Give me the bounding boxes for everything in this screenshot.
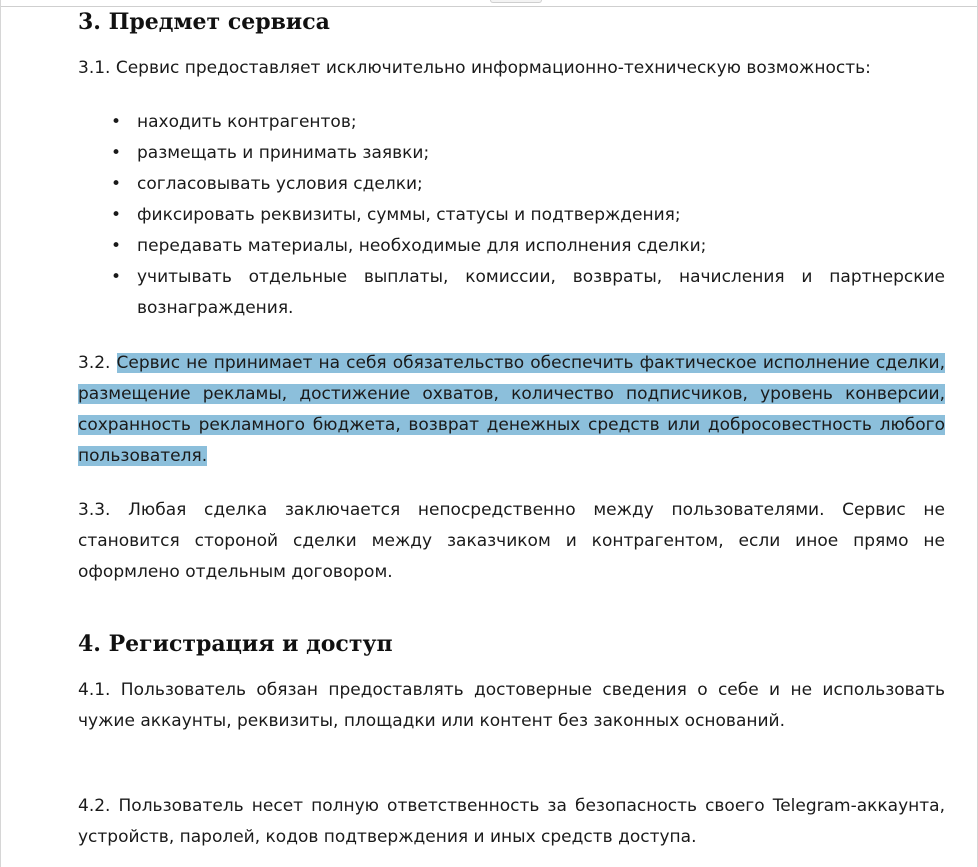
- paragraph-3-3: 3.3. Любая сделка заключается непосредственно между пользователями. Сервис не становится стороной сделки между заказчиком и контрагентом, если иное прямо не оформлено отдельным договором.: [78, 500, 945, 582]
- bullet-icon: •: [111, 143, 122, 163]
- paragraph-4-1: 4.1. Пользователь обязан предоставлять достоверные сведения о себе и не использовать чужие аккаунты, реквизиты, площадки или контент без законных оснований.: [78, 680, 945, 731]
- selected-text-highlight[interactable]: Сервис не принимает на себя обязательство обеспечить фактическое исполнение сделки, размещение рекламы, достижение охватов, количество подписчиков, уровень конверсии, сохранность рекламного бюджета, возврат денежных средств или добросовестность любого пользователя.: [78, 353, 946, 466]
- paragraph-4-2: 4.2. Пользователь несет полную ответственность за безопасность своего Telegram-аккаунта, устройств, паролей, кодов подтверждения и иных средств доступа.: [78, 796, 945, 847]
- list-item: • фиксировать реквизиты, суммы, статусы и подтверждения;: [78, 200, 945, 231]
- paragraph-3-2[interactable]: [78, 348, 945, 472]
- section-4-heading: 4. Регистрация и доступ: [78, 631, 393, 657]
- paragraph-3-1: 3.1. Сервис предоставляет исключительно информационно-техническую возможность:: [78, 58, 871, 78]
- list-item: • размещать и принимать заявки;: [78, 138, 945, 169]
- list-item: • передавать материалы, необходимые для исполнения сделки;: [78, 231, 945, 262]
- viewer-top-border: [1, 6, 977, 7]
- list-item: • учитывать отдельные выплаты, комиссии, возвраты, начисления и партнерские вознаграждения.: [78, 262, 945, 324]
- list-item: • согласовывать условия сделки;: [78, 169, 945, 200]
- paragraph-3-2-number: 3.2.: [78, 353, 111, 373]
- bullet-icon: •: [111, 267, 122, 287]
- service-capabilities-list: [78, 107, 945, 324]
- list-item: • находить контрагентов;: [78, 107, 945, 138]
- bullet-icon: •: [111, 205, 122, 225]
- viewer-top-handle[interactable]: [490, 0, 542, 3]
- bullet-icon: •: [111, 236, 122, 256]
- section-3-heading: 3. Предмет сервиса: [78, 9, 330, 35]
- bullet-icon: •: [111, 174, 122, 194]
- bullet-icon: •: [111, 112, 122, 132]
